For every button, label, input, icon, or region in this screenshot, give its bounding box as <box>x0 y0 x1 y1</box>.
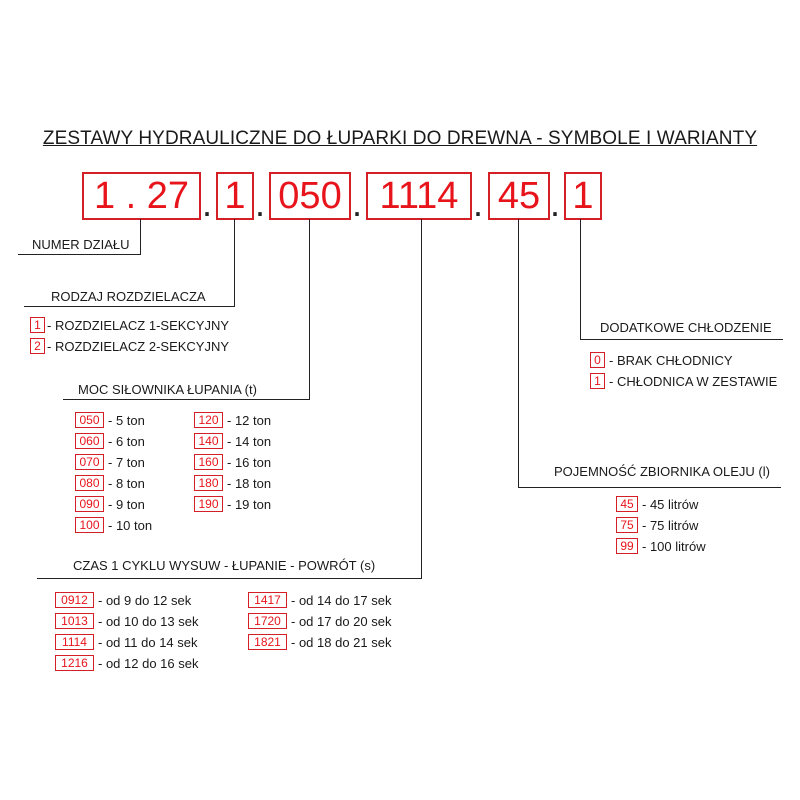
label-moc: MOC SIŁOWNIKA ŁUPANIA (t) <box>78 382 257 397</box>
option-code: 0912 <box>55 592 94 608</box>
option-text: - 18 ton <box>227 475 272 491</box>
option-code: 1 <box>590 373 605 389</box>
connector-czas-h <box>37 578 422 579</box>
option-text: - od 12 do 16 sek <box>98 655 199 671</box>
code-box-dzial: 1 . 27 <box>82 172 201 220</box>
option-text: - 5 ton <box>108 412 145 428</box>
connector-czas <box>421 219 422 578</box>
option-text: - 6 ton <box>108 433 145 449</box>
separator-dot: . <box>550 183 561 224</box>
option-code: 0 <box>590 352 605 368</box>
option-chlodzenie <box>590 352 733 368</box>
option-code: 45 <box>616 496 638 512</box>
separator-dot: . <box>255 183 266 224</box>
option-zbiornik <box>616 496 698 512</box>
option-code: 080 <box>75 475 104 491</box>
option-text: - CHŁODNICA W ZESTAWIE <box>609 373 778 389</box>
option-text: - 7 ton <box>108 454 145 470</box>
option-text: - 10 ton <box>108 517 153 533</box>
connector-zbiornik-h <box>518 487 781 488</box>
option-code: 120 <box>194 412 223 428</box>
option-code: 1720 <box>248 613 287 629</box>
label-chlodzenie: DODATKOWE CHŁODZENIE <box>600 320 772 335</box>
option-text: - BRAK CHŁODNICY <box>609 352 733 368</box>
connector-dzial <box>140 219 141 254</box>
connector-moc-h <box>63 399 310 400</box>
code-box-moc: 050 <box>269 172 351 220</box>
option-czas <box>55 592 191 608</box>
option-code: 75 <box>616 517 638 533</box>
option-text: - 16 ton <box>227 454 272 470</box>
option-text: - od 11 do 14 sek <box>98 634 198 650</box>
option-code: 1216 <box>55 655 94 671</box>
option-moc <box>194 433 271 449</box>
label-numer-dzialu: NUMER DZIAŁU <box>32 237 130 252</box>
option-moc <box>75 475 145 491</box>
option-czas <box>248 634 391 650</box>
option-rozdzielacz <box>30 338 229 354</box>
option-code: 99 <box>616 538 638 554</box>
option-chlodzenie <box>590 373 777 389</box>
code-box-zbiornik: 45 <box>488 172 550 220</box>
option-czas <box>55 613 198 629</box>
option-moc <box>194 475 271 491</box>
option-text: - od 9 do 12 sek <box>98 592 192 608</box>
option-text: - 8 ton <box>108 475 145 491</box>
option-code: 1114 <box>55 634 94 650</box>
option-text: - od 18 do 21 sek <box>291 634 392 650</box>
option-text: - 12 ton <box>227 412 272 428</box>
connector-chlodzenie-h <box>580 339 783 340</box>
option-text: - od 17 do 20 sek <box>291 613 392 629</box>
option-code: 1417 <box>248 592 287 608</box>
separator-dot: . <box>202 183 213 224</box>
label-rozdzielacz: RODZAJ ROZDZIELACZA <box>51 289 206 304</box>
option-text: - 19 ton <box>227 496 272 512</box>
option-text: - 75 litrów <box>642 517 699 533</box>
option-code: 1013 <box>55 613 94 629</box>
option-code: 2 <box>30 338 45 354</box>
option-code: 100 <box>75 517 104 533</box>
option-text: - 14 ton <box>227 433 272 449</box>
label-zbiornik: POJEMNOŚĆ ZBIORNIKA OLEJU (l) <box>554 464 770 479</box>
connector-rozdzielacz <box>234 219 235 306</box>
option-moc <box>75 412 145 428</box>
option-code: 070 <box>75 454 104 470</box>
option-moc <box>194 496 271 512</box>
option-text: - ROZDZIELACZ 2-SEKCYJNY <box>47 338 230 354</box>
option-rozdzielacz <box>30 317 229 333</box>
option-moc <box>75 496 145 512</box>
option-code: 160 <box>194 454 223 470</box>
option-text: - 45 litrów <box>642 496 699 512</box>
label-czas: CZAS 1 CYKLU WYSUW - ŁUPANIE - POWRÓT (s) <box>73 558 376 573</box>
option-code: 060 <box>75 433 104 449</box>
option-zbiornik <box>616 517 698 533</box>
option-text: - od 10 do 13 sek <box>98 613 199 629</box>
option-code: 190 <box>194 496 223 512</box>
separator-dot: . <box>473 183 484 224</box>
option-code: 050 <box>75 412 104 428</box>
option-moc <box>75 517 152 533</box>
option-text: - ROZDZIELACZ 1-SEKCYJNY <box>47 317 230 333</box>
code-box-czas: 1114 <box>366 172 472 220</box>
code-box-chlodzenie: 1 <box>564 172 602 220</box>
option-czas <box>55 634 198 650</box>
option-code: 090 <box>75 496 104 512</box>
option-moc <box>194 454 271 470</box>
option-code: 1821 <box>248 634 287 650</box>
option-czas <box>248 592 391 608</box>
connector-dzial-h <box>18 254 141 255</box>
connector-rozdzielacz-h <box>24 306 235 307</box>
page-title: ZESTAWY HYDRAULICZNE DO ŁUPARKI DO DREWNA - SYMBOLE I WARIANTY <box>42 128 758 149</box>
option-moc <box>75 433 145 449</box>
connector-chlodzenie <box>580 219 581 339</box>
option-moc <box>75 454 145 470</box>
connector-moc <box>309 219 310 399</box>
option-czas <box>55 655 198 671</box>
option-zbiornik <box>616 538 706 554</box>
option-text: - od 14 do 17 sek <box>291 592 392 608</box>
separator-dot: . <box>352 183 363 224</box>
code-box-rozdzielacz: 1 <box>216 172 254 220</box>
option-text: - 100 litrów <box>642 538 706 554</box>
option-code: 140 <box>194 433 223 449</box>
option-text: - 9 ton <box>108 496 145 512</box>
option-moc <box>194 412 271 428</box>
option-code: 180 <box>194 475 223 491</box>
option-czas <box>248 613 391 629</box>
option-code: 1 <box>30 317 45 333</box>
connector-zbiornik <box>518 219 519 487</box>
